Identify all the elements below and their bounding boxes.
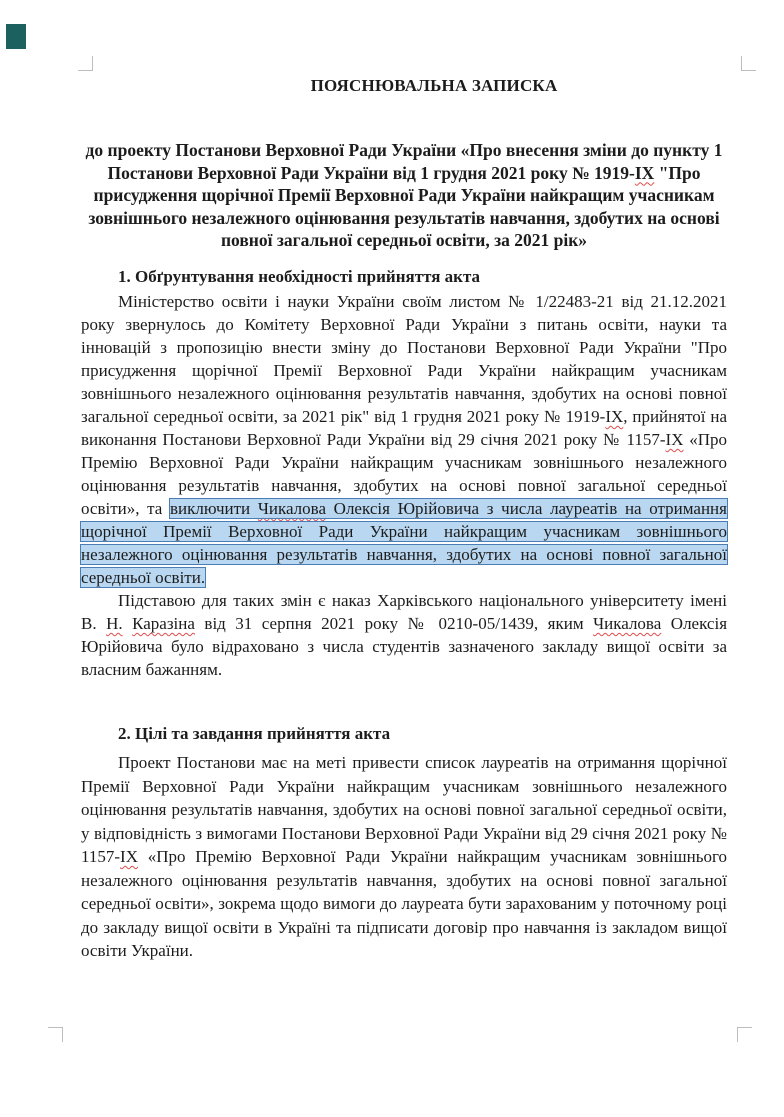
text-run: Олексія Юрійовича було відраховано з числа студентів зазначеного закладу вищої освіти за власним бажанням.: [81, 614, 728, 679]
misspelled-word: Чикалова: [593, 614, 662, 633]
margin-crop-mark-top-right: [741, 56, 756, 71]
text-run: , прийнятої на виконання Постанови Верховної Ради України від 29 січня 2021 року № 1157-: [81, 407, 727, 449]
text-run: Підставою для таких змін є наказ Харківського національного університету імені В.: [81, 591, 727, 633]
section-2-paragraph-1: [81, 751, 727, 963]
misspelled-word: ІХ: [120, 847, 138, 866]
document-subtitle: [81, 139, 727, 252]
section-2-heading: 2. Цілі та завдання прийняття акта: [118, 724, 391, 743]
text-run: виключити: [170, 499, 258, 518]
section-1-paragraph-1: [81, 290, 727, 589]
selection-highlight: [81, 499, 727, 587]
margin-crop-mark-bottom-left: [48, 1027, 63, 1042]
section-1-paragraph-2: [81, 589, 727, 681]
text-run: "Про присудження щорічної Премії Верховної Ради України найкращим учасникам зовнішнього незалежного оцінювання результатів навчання, здобутих на основі повної загальної середньої освіти, за 2021 рік»: [88, 162, 720, 250]
text-run: від 31 серпня 2021 року № 0210-05/1439, яким: [194, 614, 594, 633]
misspelled-word: ІХ: [665, 430, 684, 449]
document-title: ПОЯСНЮВАЛЬНА ЗАПИСКА: [310, 76, 558, 95]
misspelled-word: Чикалова: [257, 499, 326, 518]
margin-crop-mark-top-left: [78, 56, 93, 71]
text-run: «Про Премію Верховної Ради України найкращим учасникам зовнішнього незалежного оцінювання результатів навчання, здобутих на основі повної загальної середньої освіти», та: [81, 430, 728, 518]
misspelled-word: Каразіна: [132, 614, 195, 633]
margin-crop-mark-bottom-right: [737, 1027, 752, 1042]
text-run: до проекту Постанови Верховної Ради України «Про внесення зміни до пункту 1 Постанови Верховної Ради України від 1 грудня 2021 року № 1919-: [85, 140, 723, 183]
misspelled-word: ІХ: [605, 407, 624, 426]
text-run: Проект Постанови має на меті привести список лауреатів на отримання щорічної Премії Верховної Ради України найкращим учасникам зовнішнього незалежного оцінювання результатів навчання, здобутих на основі повної загальної середньої освіти, у відповідність з вимогами Постанови Верховної Ради України від 29 січня 2021 року № 1157-: [81, 753, 727, 866]
corner-artifact-square: [6, 24, 26, 49]
text-run: [123, 614, 133, 633]
text-run: «Про Премію Верховної Ради України найкращим учасникам зовнішнього незалежного оцінювання результатів навчання, здобутих на основі повної загальної середньої освіти», зокрема щодо вимоги до лауреата бути зарахованим у поточному році до закладу вищої освіти в Україні та підписати договір про навчання із закладом вищої освіти України.: [81, 847, 727, 960]
misspelled-word: ІХ: [634, 162, 655, 183]
text-run: Міністерство освіти і науки України своїм листом № 1/22483-21 від 21.12.2021 року звернулось до Комітету Верховної Ради України з питань освіти, науки та інновацій з пропозицію внести зміну до Постанови Верховної Ради України "Про присудження щорічної Премії Верховної Ради України найкращим учасникам зовнішнього незалежного оцінювання результатів навчання, здобутих на основі повної загальної середньої освіти, за 2021 рік" від 1 грудня 2021 року № 1919-: [81, 292, 727, 426]
text-run: Олексія Юрійовича з числа лауреатів на отримання щорічної Премії Верховної Ради України найкращим учасникам зовнішнього незалежного оцінювання результатів навчання, здобутих на основі повної загальної середньої освіти.: [81, 499, 727, 587]
misspelled-word: Н.: [106, 614, 123, 633]
section-1-heading: 1. Обґрунтування необхідності прийняття акта: [118, 267, 480, 286]
